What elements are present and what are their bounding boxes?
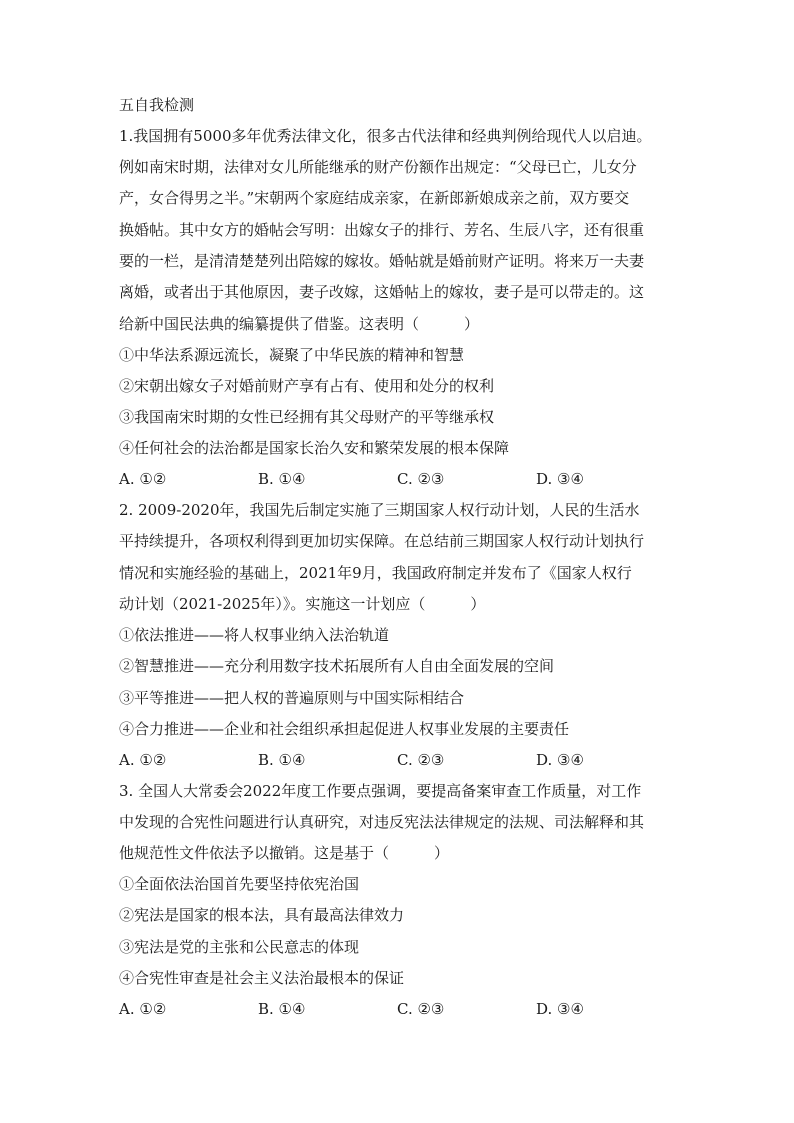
question-stem-line: 要的一栏，是清清楚楚列出陪嫁的嫁妆。婚帖就是婚前财产证明。将来万一夫妻 [119, 252, 645, 270]
option-b: B. ①④ [258, 470, 306, 488]
option-b: B. ①④ [258, 1000, 306, 1018]
option-d: D. ③④ [536, 751, 584, 769]
question-stem-line: 离婚，或者出于其他原因，妻子改嫁，这婚帖上的嫁妆，妻子是可以带走的。这 [119, 283, 645, 301]
statement: ②宋朝出嫁女子对婚前财产享有占有、使用和处分的权利 [119, 377, 495, 395]
option-c: C. ②③ [397, 751, 445, 769]
question-stem-line: 中发现的合宪性问题进行认真研究，对违反宪法法律规定的法规、司法解释和其 [119, 813, 645, 831]
question-stem-line: 2. 2009-2020年，我国先后制定实施了三期国家人权行动计划，人民的生活水 [119, 501, 640, 519]
statement: ③平等推进——把人权的普遍原则与中国实际相结合 [119, 689, 465, 707]
statement: ①依法推进——将人权事业纳入法治轨道 [119, 626, 390, 644]
statement: ②智慧推进——充分利用数字技术拓展所有人自由全面发展的空间 [119, 657, 555, 675]
statement: ①中华法系源远流长，凝聚了中华民族的精神和智慧 [119, 346, 465, 364]
option-d: D. ③④ [536, 470, 584, 488]
question-stem-line: 换婚帖。其中女方的婚帖会写明：出嫁女子的排行、芳名、生辰八字，还有很重 [119, 221, 645, 239]
option-a: A. ①② [119, 1000, 167, 1018]
statement: ①全面依法治国首先要坚持依宪治国 [119, 875, 360, 893]
question-stem-line: 他规范性文件依法予以撤销。这是基于（ ） [119, 844, 450, 862]
statement: ④任何社会的法治都是国家长治久安和繁荣发展的根本保障 [119, 439, 510, 457]
question-stem-line: 1.我国拥有5000多年优秀法律文化，很多古代法律和经典判例给现代人以启迪。 [119, 127, 652, 145]
statement: ②宪法是国家的根本法，具有最高法律效力 [119, 906, 405, 924]
question-stem-line: 平持续提升，各项权利得到更加切实保障。在总结前三期国家人权行动计划执行 [119, 532, 645, 550]
option-c: C. ②③ [397, 470, 445, 488]
statement: ④合力推进——企业和社会组织承担起促进人权事业发展的主要责任 [119, 720, 570, 738]
option-c: C. ②③ [397, 1000, 445, 1018]
statement: ③我国南宋时期的女性已经拥有其父母财产的平等继承权 [119, 408, 495, 426]
question-stem-line: 产，女合得男之半。”宋朝两个家庭结成亲家，在新郎新娘成亲之前，双方要交 [119, 189, 630, 207]
question-stem-line: 例如南宋时期，法律对女儿所能继承的财产份额作出规定：“父母已亡，儿女分 [119, 158, 637, 176]
statement: ③宪法是党的主张和公民意志的体现 [119, 938, 360, 956]
option-b: B. ①④ [258, 751, 306, 769]
option-d: D. ③④ [536, 1000, 584, 1018]
question-stem-line: 动计划（2021-2025年）》。实施这一计划应（ ） [119, 595, 486, 613]
option-a: A. ①② [119, 470, 167, 488]
question-stem-line: 3. 全国人大常委会2022年度工作要点强调，要提高备案审查工作质量，对工作 [119, 782, 642, 800]
section-title: 五自我检测 [119, 96, 195, 114]
option-a: A. ①② [119, 751, 167, 769]
statement: ④合宪性审查是社会主义法治最根本的保证 [119, 969, 405, 987]
question-stem-line: 给新中国民法典的编纂提供了借鉴。这表明（ ） [119, 315, 480, 333]
question-stem-line: 情况和实施经验的基础上，2021年9月，我国政府制定并发布了《国家人权行 [119, 564, 632, 582]
